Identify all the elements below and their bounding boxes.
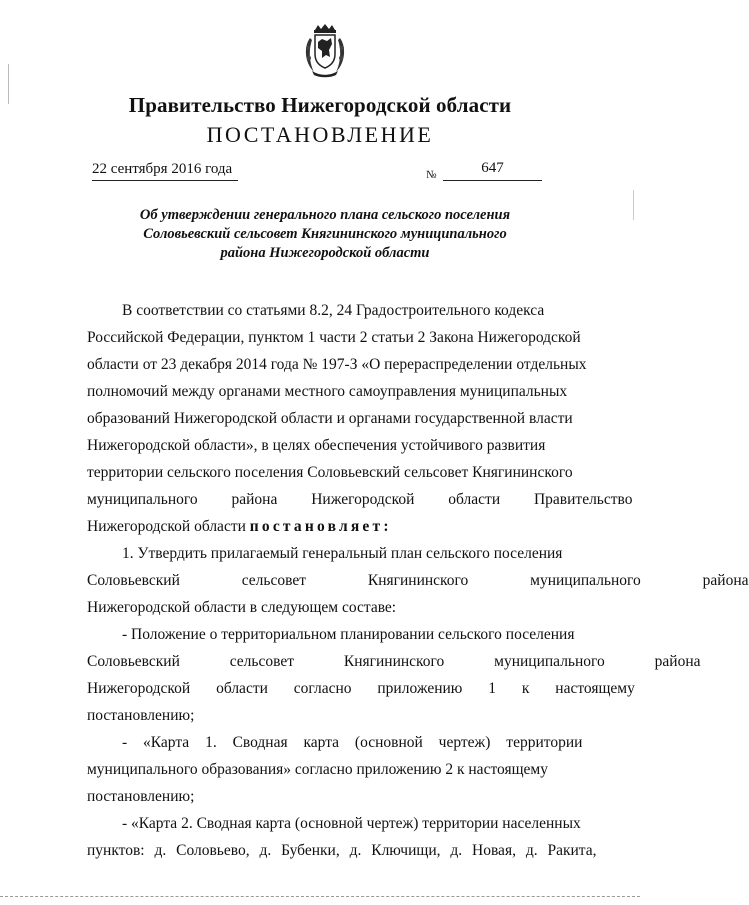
body-line: - «Карта 2. Сводная карта (основной чертеж) территории населенных: [122, 815, 581, 832]
organization-name: Правительство Нижегородской области: [128, 93, 512, 117]
decree-word: постановляет:: [249, 518, 392, 535]
body-line: - «Карта 1. Сводная карта (основной чертеж) территории: [122, 734, 583, 751]
body-line: пунктов: д. Соловьево, д. Бубенки, д. Ключищи, д. Новая, д. Ракита,: [87, 842, 597, 859]
body-line: Российской Федерации, пунктом 1 части 2 статьи 2 Закона Нижегородской: [87, 329, 581, 346]
body-line: - Положение о территориальном планировании сельского поселения: [122, 626, 575, 643]
body-line: [87, 517, 392, 537]
body-line: постановлению;: [87, 788, 195, 805]
body-line: полномочий между органами местного самоуправления муниципальных: [87, 383, 568, 400]
body-line: Соловьевский сельсовет Княгининского муниципального района: [87, 653, 701, 670]
page-bottom-edge: [0, 896, 640, 897]
subject-line: района Нижегородской области: [220, 245, 430, 261]
body-line: Соловьевский сельсовет Княгининского муниципального района: [87, 572, 749, 589]
document-date: 22 сентября 2016 года: [92, 161, 233, 177]
date-underline: [92, 180, 238, 181]
body-line: В соответствии со статьями 8.2, 24 Градостроительного кодекса: [122, 302, 545, 319]
subject-line: Соловьевский сельсовет Княгининского муниципального: [143, 226, 507, 242]
document-subject: [110, 206, 540, 263]
body-line: Нижегородской области в следующем составе:: [87, 599, 397, 616]
body-line: области от 23 декабря 2014 года № 197-З «О перераспределении отдельных: [87, 356, 587, 373]
number-underline: [443, 180, 542, 181]
body-line: Нижегородской области», в целях обеспечения устойчивого развития: [87, 437, 546, 454]
number-sign: №: [426, 169, 437, 181]
body-line: образований Нижегородской области и органами государственной власти: [87, 410, 573, 427]
body-line: муниципального образования» согласно приложению 2 к настоящему: [87, 761, 548, 778]
coat-of-arms-icon: [302, 24, 348, 78]
scan-artifact-right: [633, 190, 634, 220]
body-line: муниципального района Нижегородской области Правительство: [87, 491, 633, 508]
subject-line: Об утверждении генерального плана сельского поселения: [139, 207, 511, 223]
document-number: 647: [481, 160, 504, 176]
body-line: 1. Утвердить прилагаемый генеральный план сельского поселения: [122, 545, 563, 562]
body-line: территории сельского поселения Соловьевский сельсовет Княгининского: [87, 464, 573, 481]
body-line: постановлению;: [87, 707, 195, 724]
document-type: ПОСТАНОВЛЕНИЕ: [206, 122, 434, 147]
body-line: Нижегородской области согласно приложению 1 к настоящему: [87, 680, 635, 697]
body-text: Нижегородской области: [87, 518, 250, 535]
